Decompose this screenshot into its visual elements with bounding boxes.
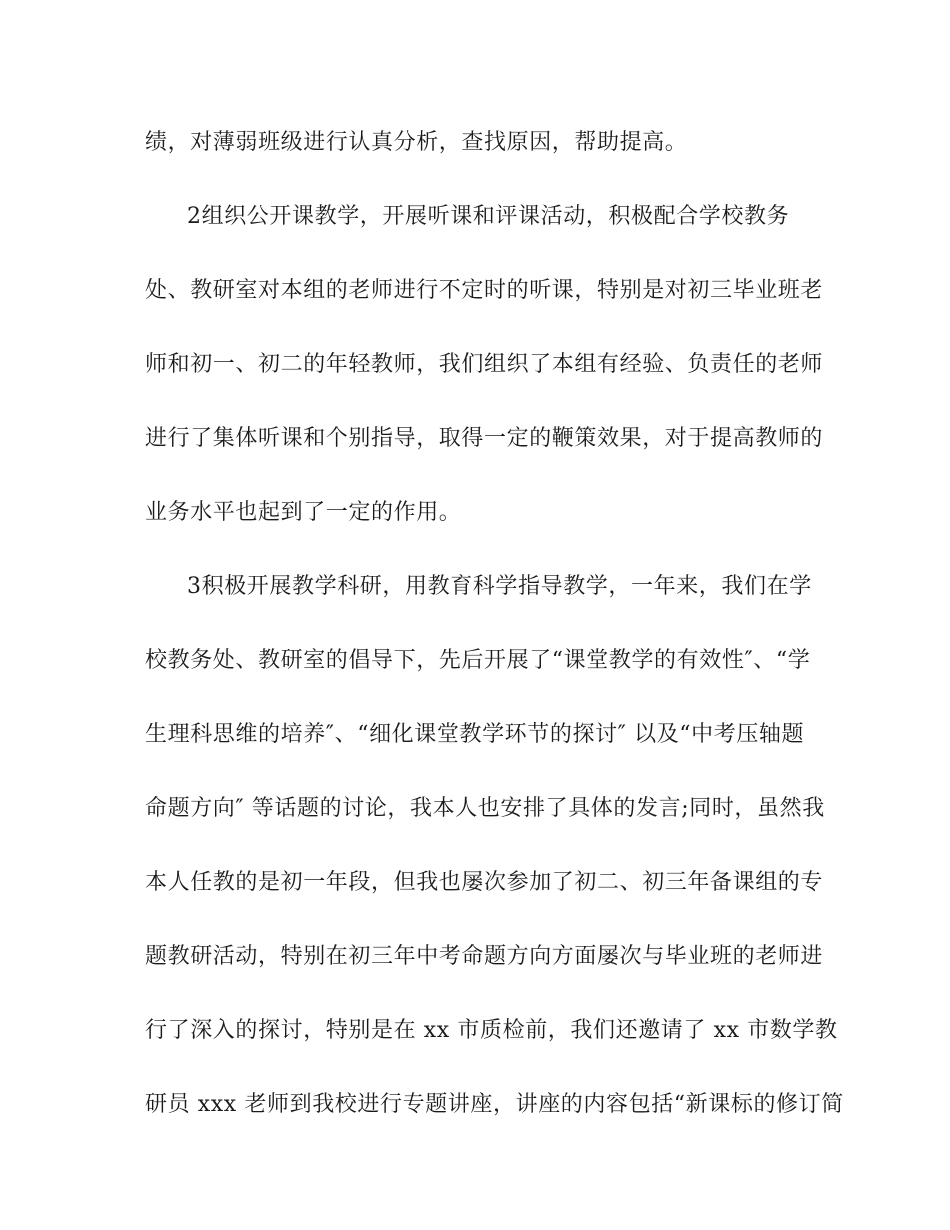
paragraph-start-line: 3积极开展教学科研，用教育科学指导教学，一年来，我们在学: [187, 574, 812, 599]
text-line: 研员 xxx 老师到我校进行专题讲座，讲座的内容包括“新课标的修订简: [145, 1092, 844, 1117]
text-line: 题教研活动，特别在初三年中考命题方向方面屡次与毕业班的老师进: [145, 944, 824, 969]
text-line: 绩，对薄弱班级进行认真分析，查找原因，帮助提高。: [145, 130, 688, 155]
text-line: 命题方向″ 等话题的讨论，我本人也安排了具体的发言;同时，虽然我: [145, 796, 825, 821]
text-line: 本人任教的是初一年段，但我也屡次参加了初二、初三年备课组的专: [145, 870, 824, 895]
text-line: 行了深入的探讨，特别是在 xx 市质检前，我们还邀请了 xx 市数学教: [145, 1018, 838, 1043]
paragraph-start-line: 2组织公开课教学，开展听课和评课活动，积极配合学校教务: [187, 204, 790, 229]
text-line: 业务水平也起到了一定的作用。: [145, 500, 462, 525]
text-line: 师和初一、初二的年轻教师，我们组织了本组有经验、负责任的老师: [145, 352, 824, 377]
text-line: 校教务处、教研室的倡导下，先后开展了“课堂教学的有效性″、“学: [145, 648, 811, 673]
text-line: 生理科思维的培养″、“细化课堂教学环节的探讨″ 以及“中考压轴题: [145, 722, 805, 747]
text-line: 进行了集体听课和个别指导，取得一定的鞭策效果，对于提高教师的: [145, 426, 824, 451]
text-line: 处、教研室对本组的老师进行不定时的听课，特别是对初三毕业班老: [145, 278, 824, 303]
